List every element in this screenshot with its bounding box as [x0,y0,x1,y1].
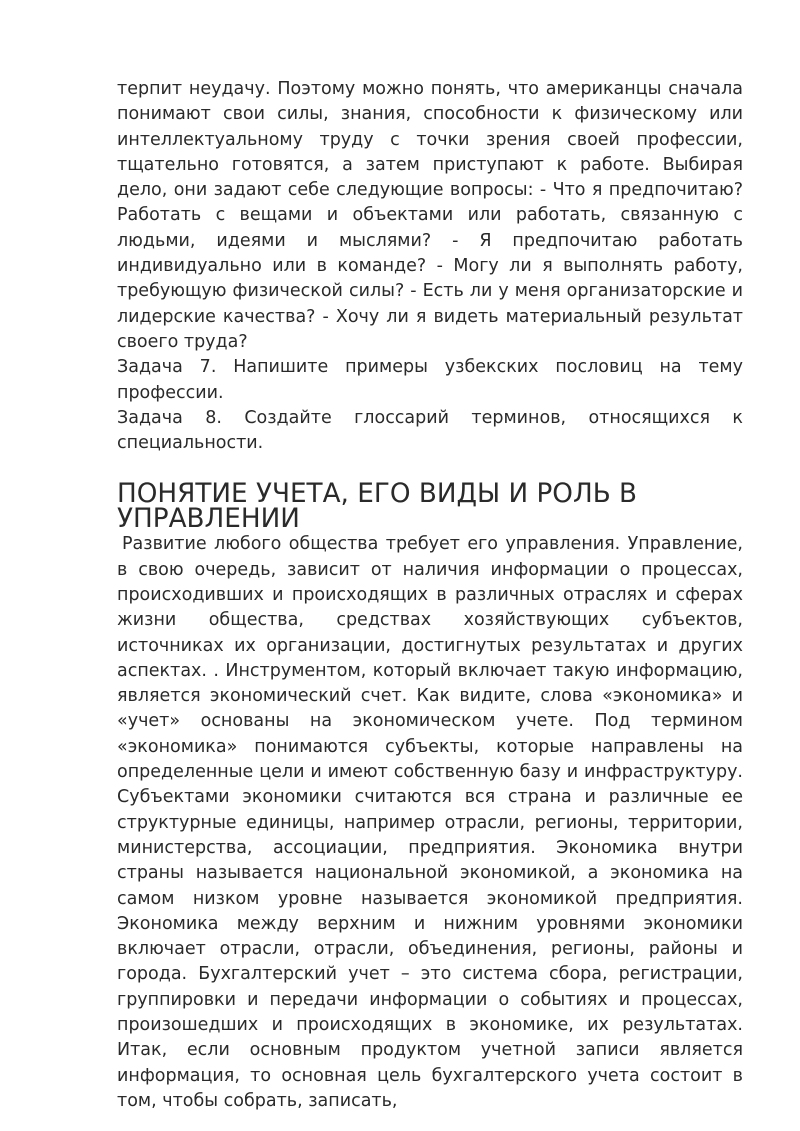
document-page [117,77,743,1114]
task-7-paragraph: Задача 7. Напишите примеры узбекских пословиц на тему профессии. [117,357,743,403]
task-8-paragraph: Задача 8. Создайте глоссарий терминов, относящихся к специальности. [117,407,743,454]
section-body-paragraph: Развитие любого общества требует его управления. Управление, в свою очередь, зависит от наличия информации о процессах, происходивших и происходящих в различных отраслях и сферах жизни общества, средствах хозяйствующих субъектов, источниках их организации, достигнутых результатах и других аспектах. . Инструментом, который включает такую информацию, является экономический счет. Как видите, слова «экономика» и «учет» основаны на экономическом учете. Под термином «экономика» понимаются субъекты, которые направлены на определенные цели и имеют собственную базу и инфраструктуру. Субъектами экономики считаются вся страна и различные ее структурные единицы, например отрасли, регионы, территории, министерства, ассоциации, предприятия. Экономика внутри страны называется национальной экономикой, а экономика на самом низком уровне называется экономикой предприятия. Экономика между верхним и нижним уровнями экономики включает отрасли, отрасли, объединения, регионы, районы и города. Бухгалтерский учет – это система сбора, регистрации, группировки и передачи информации о событиях и процессах, произошедших и происходящих в экономике, их результатах. Итак, если основным продуктом учетной записи является информация, то основная цель бухгалтерского учета состоит в том, чтобы собрать, записать, [117,534,743,1111]
paragraph-spacer [117,456,743,481]
intro-paragraph: терпит неудачу. Поэтому можно понять, что американцы сначала понимают свои силы, знания, способности к физическому или интеллектуальному труду с точки зрения своей профессии, тщательно готовятся, а затем приступают к работе. Выбирая дело, они задают себе следующие вопросы: - Что я предпочитаю? Работать с вещами и объектами или работать, связанную с людьми, идеями и мыслями? - Я предпочитаю работать индивидуально или в команде? - Могу ли я выполнять работу, требующую физической силы? - Есть ли у меня организаторские и лидерские качества? - Хочу ли я видеть материальный результат своего труда? [117,79,743,352]
section-heading: ПОНЯТИЕ УЧЕТА, ЕГО ВИДЫ И РОЛЬ В УПРАВЛЕНИИ [117,478,638,535]
